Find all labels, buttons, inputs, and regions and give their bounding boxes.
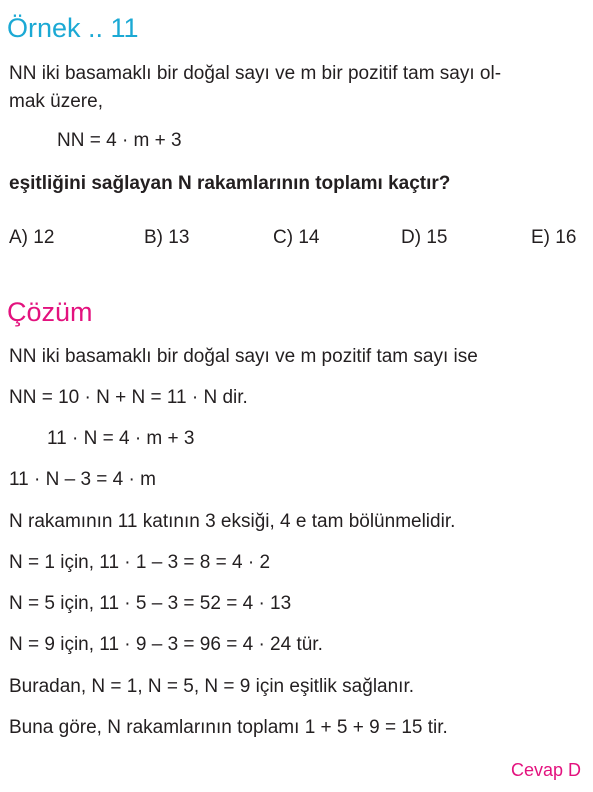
option-e: E) 16 bbox=[531, 227, 577, 248]
solution-line: N = 9 için, 11 · 9 – 3 = 96 = 4 · 24 tür. bbox=[9, 634, 323, 655]
option-c: C) 14 bbox=[273, 227, 320, 248]
example-title: Örnek .. 11 bbox=[7, 13, 139, 43]
solution-line: Buna göre, N rakamlarının toplamı 1 + 5 + 9 = 15 tir. bbox=[9, 717, 448, 738]
answer-label: Cevap D bbox=[510, 760, 581, 780]
example-question: eşitliğini sağlayan N rakamlarının toplamı kaçtır? bbox=[9, 173, 451, 194]
solution-line: N = 5 için, 11 · 5 – 3 = 52 = 4 · 13 bbox=[9, 593, 292, 614]
example-equation: NN = 4 · m + 3 bbox=[57, 130, 182, 151]
solution-line: NN = 10 · N + N = 11 · N dir. bbox=[9, 387, 248, 408]
example-text-line-1: NN iki basamaklı bir doğal sayı ve m bir pozitif tam sayı ol- bbox=[9, 63, 502, 84]
solution-line: NN iki basamaklı bir doğal sayı ve m pozitif tam sayı ise bbox=[9, 346, 478, 367]
solution-line: N rakamının 11 katının 3 eksiği, 4 e tam bölünmelidir. bbox=[9, 511, 456, 532]
solution-line: N = 1 için, 11 · 1 – 3 = 8 = 4 · 2 bbox=[9, 552, 271, 573]
option-a: A) 12 bbox=[9, 227, 55, 248]
option-b: B) 13 bbox=[144, 227, 190, 248]
solution-line: 11 · N = 4 · m + 3 bbox=[47, 428, 195, 449]
solution-title: Çözüm bbox=[7, 297, 93, 327]
solution-line: Buradan, N = 1, N = 5, N = 9 için eşitlik sağlanır. bbox=[9, 676, 415, 697]
solution-line: 11 · N – 3 = 4 · m bbox=[9, 469, 156, 490]
option-d: D) 15 bbox=[401, 227, 448, 248]
example-text-line-2: mak üzere, bbox=[9, 91, 103, 112]
